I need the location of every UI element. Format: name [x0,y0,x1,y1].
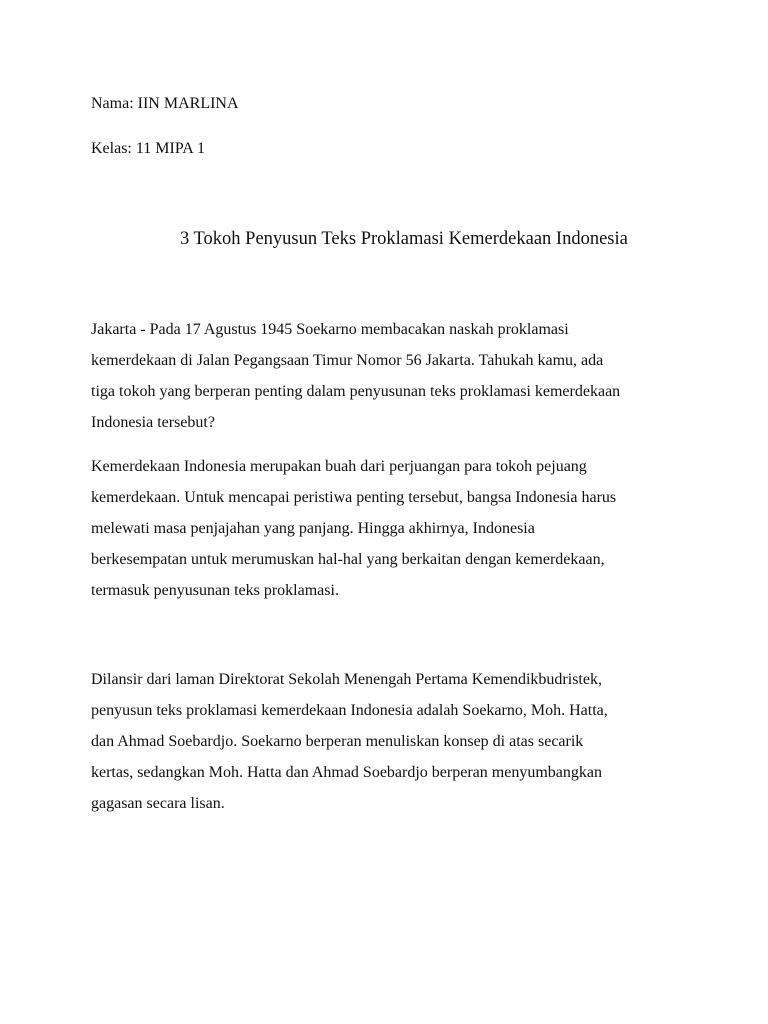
paragraph-line: melewati masa penjajahan yang panjang. Hingga akhirnya, Indonesia [91,520,535,537]
paragraph-line: kertas, sedangkan Moh. Hatta dan Ahmad Soebardjo berperan menyumbangkan [91,764,602,781]
paragraph-intro [91,314,691,438]
document-title: 3 Tokoh Penyusun Teks Proklamasi Kemerdekaan Indonesia [180,229,628,249]
paragraph-background [91,451,691,606]
paragraph-line: kemerdekaan di Jalan Pegangsaan Timur Nomor 56 Jakarta. Tahukah kamu, ada [91,352,604,369]
paragraph-line: tiga tokoh yang berperan penting dalam penyusunan teks proklamasi kemerdekaan [91,383,621,400]
paragraph-line: berkesempatan untuk merumuskan hal-hal yang berkaitan dengan kemerdekaan, [91,551,605,568]
paragraph-line: Kemerdekaan Indonesia merupakan buah dari perjuangan para tokoh pejuang [91,458,587,475]
paragraph-line: kemerdekaan. Untuk mencapai peristiwa penting tersebut, bangsa Indonesia harus [91,489,617,506]
paragraph-line: Jakarta - Pada 17 Agustus 1945 Soekarno membacakan naskah proklamasi [91,321,569,338]
student-class-field: Kelas: 11 MIPA 1 [91,140,205,157]
paragraph-line: gagasan secara lisan. [91,795,225,812]
student-name-field: Nama: IIN MARLINA [91,95,239,112]
paragraph-line: Indonesia tersebut? [91,414,215,431]
paragraph-line: Dilansir dari laman Direktorat Sekolah Menengah Pertama Kemendikbudristek, [91,671,602,688]
paragraph-authors [91,664,691,819]
paragraph-line: penyusun teks proklamasi kemerdekaan Indonesia adalah Soekarno, Moh. Hatta, [91,702,608,719]
paragraph-line: dan Ahmad Soebardjo. Soekarno berperan menuliskan konsep di atas secarik [91,733,584,750]
paragraph-line: termasuk penyusunan teks proklamasi. [91,582,339,599]
